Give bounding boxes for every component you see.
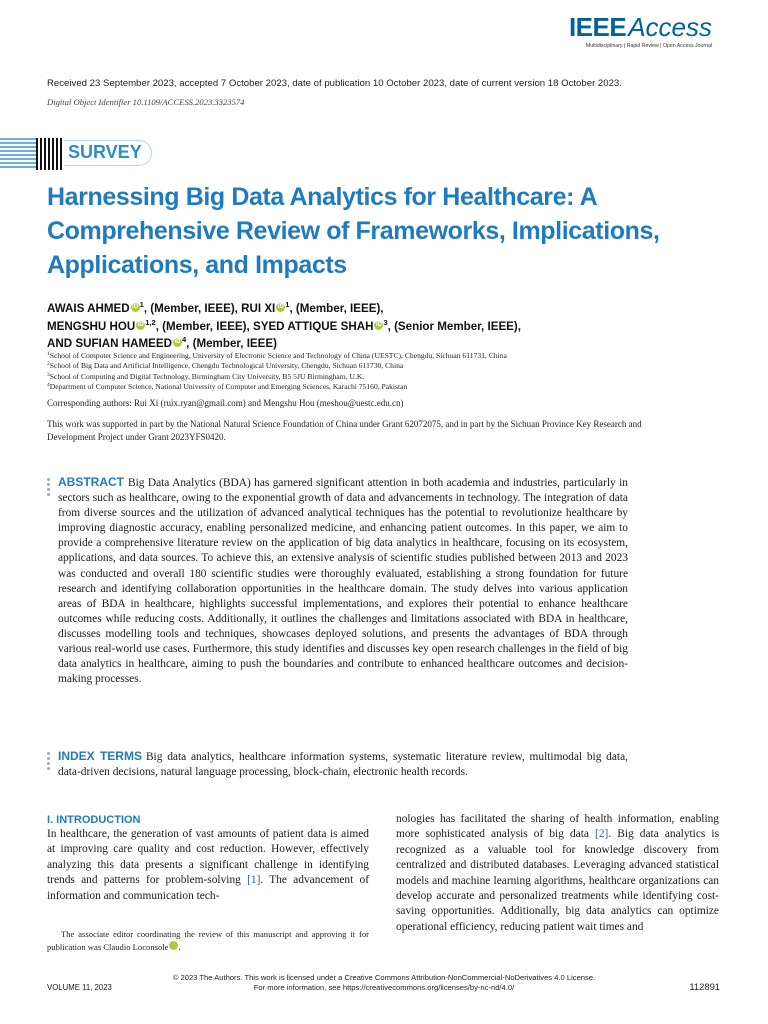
orcid-icon[interactable]: iD: [137, 321, 144, 328]
citation-link[interactable]: [1]: [247, 874, 261, 887]
author-name: RUI XI: [241, 302, 276, 315]
author-affiliation-marker: 1: [285, 300, 290, 309]
funding-note: This work was supported in part by the National Natural Science Foundation of China under Grant 62072075, and in part by the Sichuan Province Key Research and Development Project under Grant 2023YFS0420.: [47, 419, 642, 442]
author-name: AND SUFIAN HAMEED: [47, 337, 172, 350]
logo-tagline: Multidisciplinary | Rapid Review | Open Access Journal: [585, 43, 712, 49]
logo-access: Access: [628, 12, 712, 42]
editor-footnote: The associate editor coordinating the review of this manuscript and approving it for publication was Claudio Loconsole iD.: [47, 929, 369, 952]
affiliation-list: [47, 351, 507, 393]
abstract: [58, 475, 628, 687]
author-affiliation-marker: 1,2: [145, 317, 156, 327]
author-list: [47, 300, 737, 353]
corresponding-authors: Corresponding authors: Rui Xi (ruix.ryan@gmail.com) and Mengshu Hou (meshou@uestc.edu.cn): [47, 398, 404, 408]
author-affiliation-marker: 3: [383, 317, 388, 327]
license-notice: © 2023 The Authors. This work is licensed under a Creative Commons Attribution-NonCommercial-NoDerivatives 4.0 License. For more information, see https://creativecommons.org/licenses/by-nc-nd/4.0/: [172, 973, 596, 992]
index-terms-text: Big data analytics, healthcare information systems, systematic literature review, multimodal big data, data-driven decisions, natural language processing, block-chain, electronic health records.: [58, 751, 628, 779]
author-name: SYED ATTIQUE SHAH: [252, 319, 374, 333]
author-role: , (Member, IEEE): [186, 337, 277, 350]
author-role: , (Member, IEEE),: [155, 319, 253, 333]
survey-decoration-bars: [36, 138, 64, 170]
abstract-text: Big Data Analytics (BDA) has garnered significant attention in both academia and industries, particularly in sectors such as healthcare, owing to the exponential growth of data and advancements in technology. The integration of data from diverse sources and the utilization of advanced analytical techniques has the potential to revolutionize healthcare by improving diagnostic accuracy, enabling personalized medicine, and enhancing patient outcomes. In this paper, we aim to provide a comprehensive literature review on the application of big data analytics in healthcare, focusing on its ecosystem, applications, and data sources. To achieve this, an extensive analysis of scientific studies published between 2013 and 2023 was conducted and overall 180 scientific studies were thoroughly evaluated, establishing a strong foundation for future research and identifying collaboration opportunities in the healthcare domain. The study delves into various application areas of BDA in healthcare, highlights successful implementations, and explores their potential to enhance healthcare outcomes while reducing costs. Additionally, it outlines the challenges and limitations associated with BDA in healthcare, discusses modelling tools and techniques, showcases deployed solutions, and presents the advantages of BDA through various real-world use cases. Furthermore, this study identifies and discusses key open research challenges in the field of big data analytics in healthcare, aiming to push the boundaries and contribute to enhanced healthcare outcomes and decision-making processes.: [58, 477, 628, 686]
author-name: MENGSHU HOU: [47, 319, 136, 333]
index-terms-dots-icon: [47, 752, 50, 770]
doi-line: Digital Object Identifier 10.1109/ACCESS.2023.3323574: [47, 97, 245, 107]
survey-badge: SURVEY: [64, 140, 152, 166]
survey-decoration-lines: [0, 138, 36, 170]
orcid-icon[interactable]: iD: [169, 941, 178, 950]
citation-link[interactable]: [2]: [595, 828, 609, 841]
orcid-icon[interactable]: iD: [174, 339, 181, 345]
author-role: , (Senior Member, IEEE),: [387, 319, 521, 333]
orcid-icon[interactable]: iD: [132, 304, 139, 310]
affiliation-item: $^1$School of Computer Science and Engineering, University of Electronic Science and Technology of China (UESTC), Chengdu, Sichuan 611731, China: [47, 351, 507, 360]
orcid-icon[interactable]: iD: [277, 304, 284, 310]
affiliation-item: $^2$School of Big Data and Artificial Intelligence, Chengdu Technological University, Chengdu, Sichuan 611730, China: [47, 361, 404, 371]
orcid-icon[interactable]: iD: [375, 321, 382, 328]
volume-label: VOLUME 11, 2023: [47, 983, 112, 992]
author-role: , (Member, IEEE),: [143, 302, 242, 315]
author-affiliation-marker: 4: [181, 335, 187, 344]
author-name: AWAIS AHMED: [47, 302, 130, 315]
affiliation-item: $^4$Department of Computer Science, National University of Computer and Emerging Sciences, Karachi 75160, Pakistan: [47, 382, 408, 392]
affiliation-item: $^3$School of Computing and Digital Technology, Birmingham City University, B5 5JU Birmingham, U.K.: [47, 371, 365, 381]
received-dates: Received 23 September 2023, accepted 7 October 2023, date of publication 10 October 2023, date of current version 18 October 2023.: [47, 78, 622, 89]
author-affiliation-marker: 1: [139, 300, 144, 309]
page-number: 112891: [689, 981, 720, 992]
index-terms-label: INDEX TERMS: [58, 749, 142, 763]
logo-ieee: IEEE: [568, 12, 627, 42]
journal-logo: [569, 14, 712, 49]
abstract-dots-icon: [47, 478, 50, 496]
abstract-label: ABSTRACT: [58, 475, 124, 489]
index-terms: [58, 749, 628, 780]
section-heading-introduction: I. INTRODUCTION: [47, 814, 141, 826]
intro-right-column: nologies has facilitated the sharing of health information, enabling more sophisticated analysis of big data [2]. Big data analytics is recognized as a valuable tool for knowledge discovery from centralized and distributed databases. Leveraging advanced statistical models and machine learning algorithms, healthcare organizations can develop accurate and personalized treatments while identifying cost-saving opportunities. Additionally, big data analytics can optimize operational efficiency, reducing patient wait times and: [396, 813, 719, 933]
author-role: , (Member, IEEE),: [289, 302, 384, 315]
intro-left-column: In healthcare, the generation of vast amounts of patient data is aimed at improving care quality and cost reduction. However, effectively analyzing this data presents a significant challenge in identifying trends and patterns for problem-solving [1]. The advancement of information and communication tech-: [47, 828, 369, 902]
paper-title: Harnessing Big Data Analytics for Healthcare: A Comprehensive Review of Frameworks, Implications, Applications, and Impacts: [47, 183, 660, 279]
